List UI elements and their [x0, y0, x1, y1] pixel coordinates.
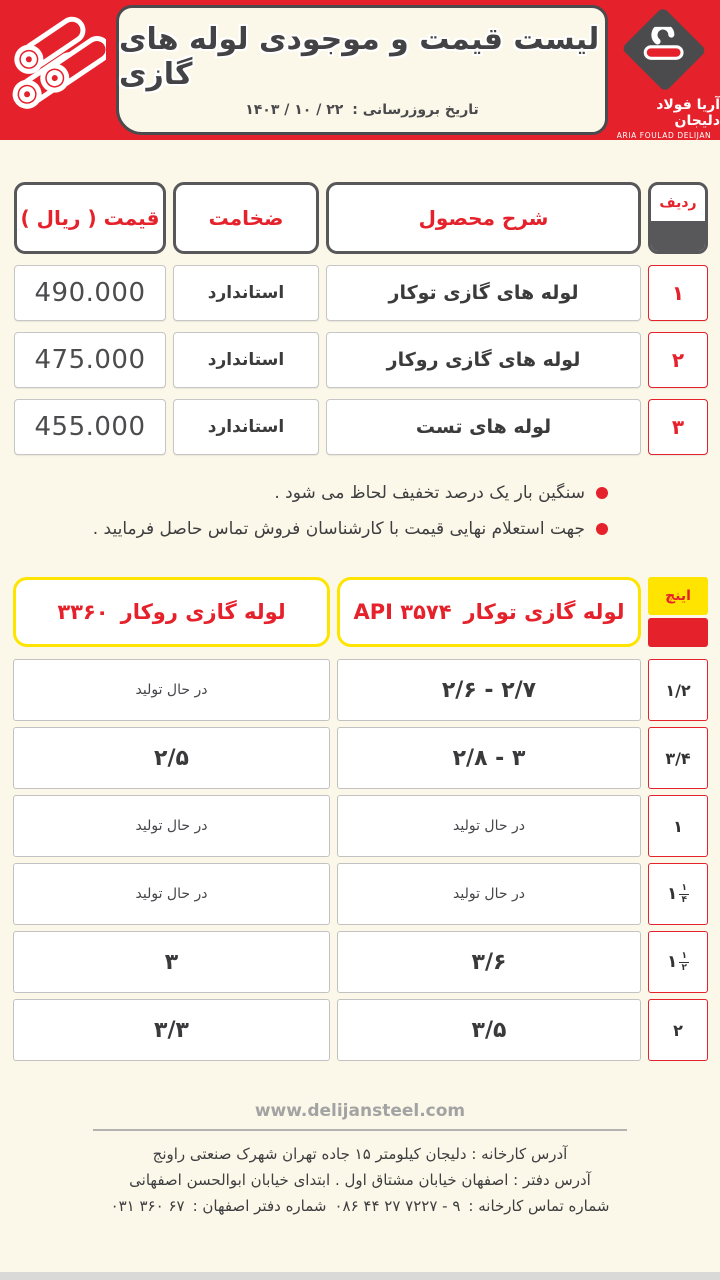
pipes-icon [10, 7, 106, 127]
divider [93, 1129, 627, 1131]
inch-size: ۱/۲ [648, 659, 708, 721]
column-header-product: شرح محصول [326, 182, 641, 254]
inch-size: ۳/۴ [648, 727, 708, 789]
header-panel [116, 5, 608, 135]
column-header-tokar [337, 577, 641, 647]
office-phone: ۰۳۱ ۳۶۰ ۶۷ [110, 1197, 185, 1215]
rokar-thickness: ۳/۳ [13, 999, 330, 1061]
tokar-status: در حال تولید [337, 795, 641, 857]
page-title: لیست قیمت و موجودی لوله های گازی [119, 22, 600, 92]
factory-address: آدرس کارخانه : دلیجان کیلومتر ۱۵ جاده تهران شهرک صنعتی راونج [152, 1145, 568, 1163]
red-dot-bullet [596, 523, 608, 535]
note-line [0, 519, 608, 539]
row-number: ۲ [648, 332, 708, 388]
update-date-value: ۱۴۰۳ / ۱۰ / ۲۲ [245, 102, 344, 118]
row-number: ۳ [648, 399, 708, 455]
fraction: $\frac{۱}{۴}$ [681, 882, 687, 905]
thickness-value: استاندارد [173, 332, 319, 388]
brand-logo [608, 0, 720, 140]
tokar-standard-code: API ۳۵۷۴ [353, 600, 452, 624]
inch-size: ۱ [648, 795, 708, 857]
office-phone-label: شماره دفتر اصفهان : [192, 1197, 327, 1215]
rokar-thickness: ۳ [13, 931, 330, 993]
rokar-status: در حال تولید [13, 863, 330, 925]
thickness-value: استاندارد [173, 265, 319, 321]
tokar-title: لوله گازی توکار [463, 600, 625, 624]
size-table [0, 577, 720, 1061]
rokar-status: در حال تولید [13, 795, 330, 857]
bottom-edge-strip [0, 1272, 720, 1280]
product-name: لوله های گازی روکار [326, 332, 641, 388]
note-text: جهت استعلام نهایی قیمت با کارشناسان فروش تماس حاصل فرمایید . [92, 519, 585, 539]
row-number: ۱ [648, 265, 708, 321]
column-header-thickness: ضخامت [173, 182, 319, 254]
tokar-status: در حال تولید [337, 863, 641, 925]
product-name: لوله های گازی توکار [326, 265, 641, 321]
price-value: 475.000 [14, 332, 166, 388]
price-value: 490.000 [14, 265, 166, 321]
note-line [0, 483, 608, 503]
footer [0, 1101, 720, 1219]
pipes-badge [8, 6, 108, 128]
website-link[interactable]: www.delijansteel.com [254, 1101, 466, 1121]
product-name: لوله های تست [326, 399, 641, 455]
update-date-label: تاریخ بروزرسانی : [352, 102, 479, 118]
rokar-title: لوله گازی روکار [120, 600, 286, 624]
column-header-price: قیمت ( ریال ) [14, 182, 166, 254]
note-text: سنگین بار یک درصد تخفیف لحاظ می شود . [274, 483, 585, 503]
rokar-thickness: ۲/۵ [13, 727, 330, 789]
brand-name-fa: آریا فولاد دلیجان [656, 97, 720, 129]
rokar-status: در حال تولید [13, 659, 330, 721]
inch-size: ۱ $\frac{۱}{۴}$ [648, 863, 708, 925]
column-header-rokar [13, 577, 330, 647]
tokar-thickness: ۲/۶ - ۲/۷ [337, 659, 641, 721]
price-table [0, 182, 720, 455]
inch-size: ۲ [648, 999, 708, 1061]
red-dot-bullet [596, 487, 608, 499]
tokar-thickness: ۳/۶ [337, 931, 641, 993]
inch-size: ۱ $\frac{۱}{۲}$ [648, 931, 708, 993]
factory-phone: ۰۸۶ ۴۴ ۲۷ ۷۲۲۷ - ۹ [334, 1197, 461, 1215]
price-value: 455.000 [14, 399, 166, 455]
update-date [245, 102, 479, 118]
factory-phone-label: شماره تماس کارخانه : [468, 1197, 610, 1215]
rokar-standard-code: ۳۳۶۰ [57, 600, 109, 624]
header [0, 0, 720, 140]
office-address: آدرس دفتر : اصفهان خیابان مشتاق اول . ابتدای خیابان ابوالحسن اصفهانی [129, 1171, 591, 1189]
tokar-thickness: ۳/۵ [337, 999, 641, 1061]
tokar-thickness: ۲/۸ - ۳ [337, 727, 641, 789]
pipe-elbow-logo-icon [621, 7, 707, 93]
brand-name-en: ARIA FOULAD DELIJAN [616, 131, 712, 140]
notes [0, 483, 720, 539]
red-block [648, 618, 708, 647]
phone-numbers [0, 1193, 720, 1219]
fraction: $\frac{۱}{۲}$ [681, 950, 687, 973]
column-header-inch: اینچ [648, 577, 708, 647]
column-header-row-number: ردیف [648, 182, 708, 254]
thickness-value: استاندارد [173, 399, 319, 455]
